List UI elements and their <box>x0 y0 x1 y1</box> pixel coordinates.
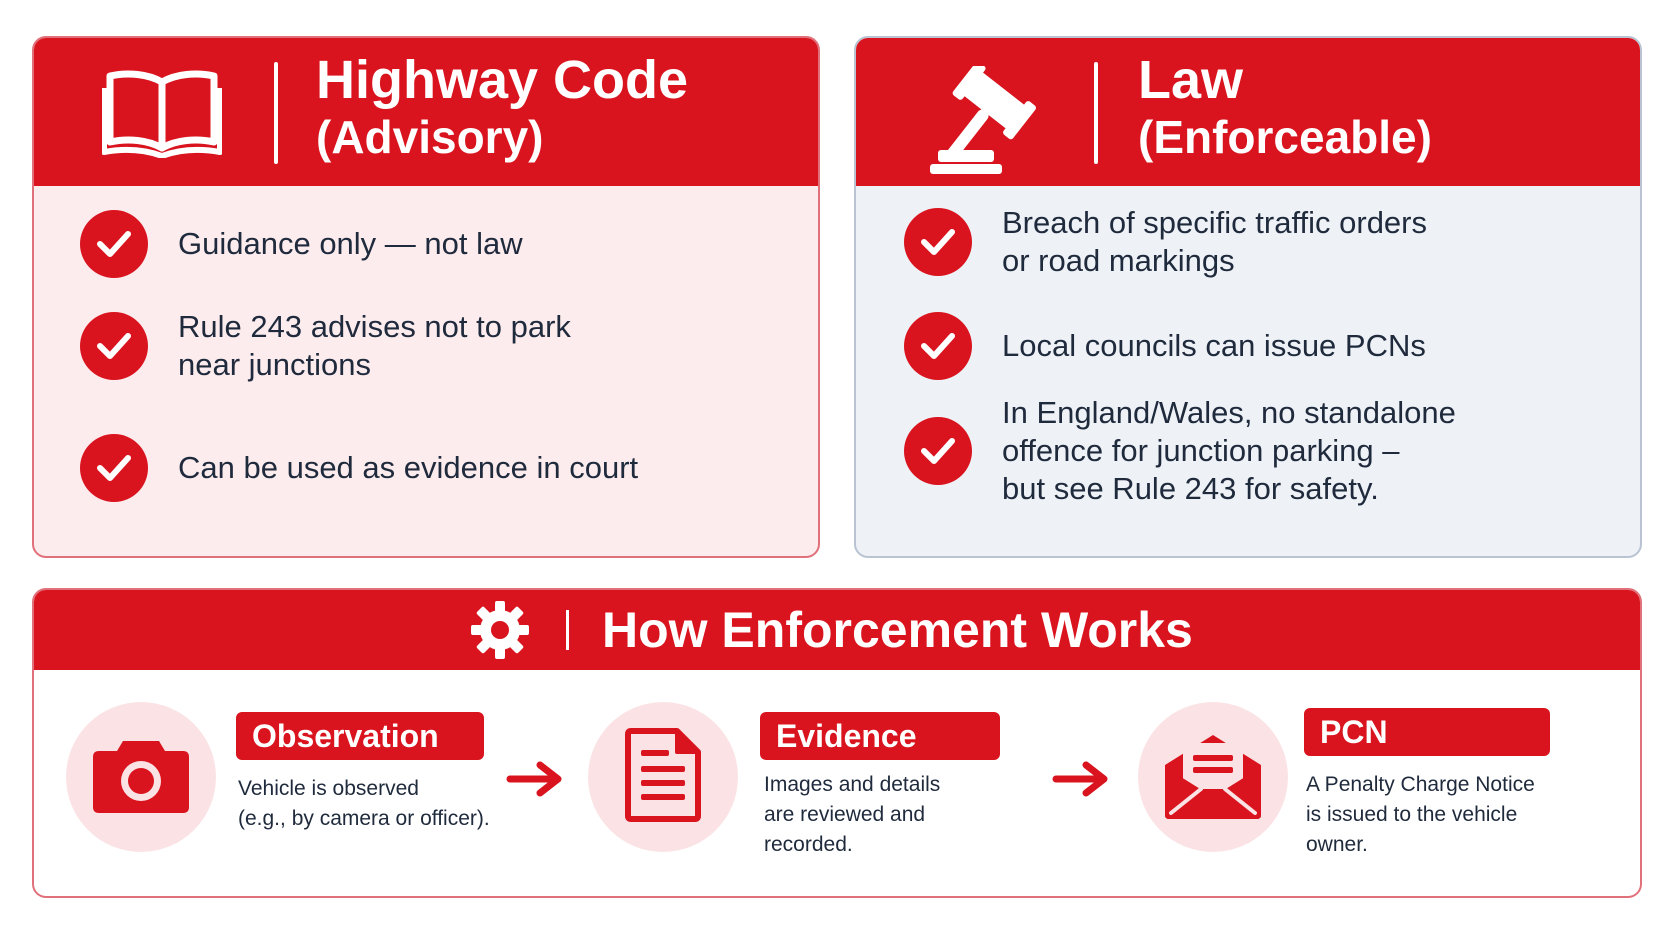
law-title-sub: (Enforceable) <box>1138 111 1432 163</box>
observation-label: Observation <box>236 712 484 760</box>
header-divider <box>566 610 569 650</box>
law-item-text: In England/Wales, no standalone offence for junction parking – but see Rule 243 for safety. <box>1002 395 1456 506</box>
highway-item-text: Rule 243 advises not to park near junctions <box>178 309 571 382</box>
arrow-right-icon <box>1052 760 1110 803</box>
law-item-text: Breach of specific traffic orders or road markings <box>1002 205 1427 278</box>
enforcement-header <box>34 590 1640 670</box>
pcn-description: A Penalty Charge Notice is issued to the vehicle owner. <box>1306 773 1535 856</box>
pcn-label: PCN <box>1304 708 1550 756</box>
camera-icon <box>93 737 189 818</box>
header-divider <box>274 62 278 164</box>
gavel-icon <box>928 66 1056 181</box>
highway-code-title-sub: (Advisory) <box>316 111 544 163</box>
highway-code-header <box>34 38 818 186</box>
open-book-icon <box>102 66 222 163</box>
checkmark-icon <box>904 312 972 380</box>
highway-item-text: Guidance only — not law <box>178 226 523 261</box>
checkmark-icon <box>904 417 972 485</box>
checkmark-icon <box>80 210 148 278</box>
evidence-description: Images and details are reviewed and recorded. <box>764 773 941 856</box>
highway-item <box>80 308 571 384</box>
highway-item <box>80 434 638 502</box>
arrow-right-icon <box>506 760 564 803</box>
law-header <box>856 38 1640 186</box>
evidence-label: Evidence <box>760 712 1000 760</box>
observation-step-circle <box>66 702 216 852</box>
highway-code-card <box>32 36 820 558</box>
law-item <box>904 312 1426 380</box>
law-item <box>904 394 1456 508</box>
checkmark-icon <box>904 208 972 276</box>
checkmark-icon <box>80 434 148 502</box>
enforcement-title: How Enforcement Works <box>602 602 1193 658</box>
highway-code-title <box>316 52 688 166</box>
evidence-step-circle <box>588 702 738 852</box>
observation-description: Vehicle is observed (e.g., by camera or officer). <box>238 777 490 830</box>
highway-item-text: Can be used as evidence in court <box>178 450 639 485</box>
law-card <box>854 36 1642 558</box>
checkmark-icon <box>80 312 148 380</box>
gear-icon <box>470 600 530 665</box>
law-title <box>1138 52 1432 166</box>
law-item-text: Local councils can issue PCNs <box>1002 328 1426 363</box>
highway-code-title-main: Highway Code <box>316 50 689 110</box>
header-divider <box>1094 62 1098 164</box>
law-title-main: Law <box>1138 50 1244 110</box>
enforcement-section <box>32 588 1642 898</box>
pcn-step-circle <box>1138 702 1288 852</box>
document-icon <box>625 728 701 827</box>
highway-item <box>80 210 523 278</box>
law-item <box>904 204 1427 280</box>
envelope-icon <box>1161 729 1265 826</box>
